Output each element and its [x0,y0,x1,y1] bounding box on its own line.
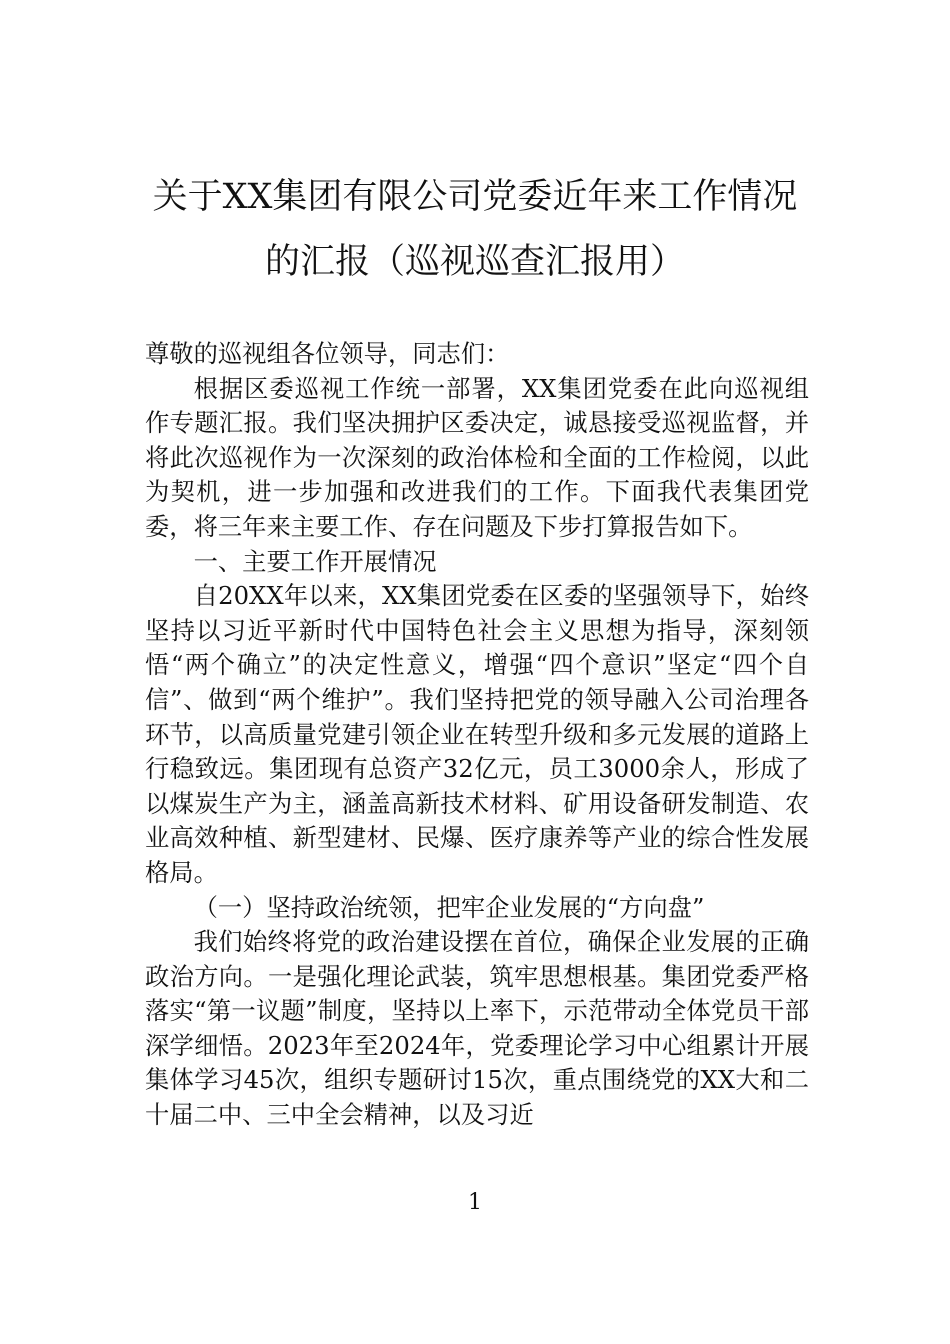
document-body [145,337,809,1133]
section-1-paragraph: 自20XX年以来，XX集团党委在区委的坚强领导下，始终坚持以习近平新时代中国特色社会主义思想为指导，深刻领悟“两个确立”的决定性意义，增强“四个意识”坚定“四个自信”、做到“两个维护”。我们坚持把党的领导融入公司治理各环节，以高质量党建引领企业在转型升级和多元发展的道路上行稳致远。集团现有总资产32亿元，员工3000余人，形成了以煤炭生产为主，涵盖高新技术材料、矿用设备研发制造、农业高效种植、新型建材、民爆、医疗康养等产业的综合性发展格局。 [145,581,809,887]
document-title-line-1: 关于XX集团有限公司党委近年来工作情况 [152,177,798,217]
section-heading-1: 一、主要工作开展情况 [193,546,437,576]
page-number: 1 [468,1190,482,1215]
subsection-1-paragraph: 我们始终将党的政治建设摆在首位，确保企业发展的正确政治方向。一是强化理论武装，筑牢思想根基。集团党委严格落实“第一议题”制度，坚持以上率下，示范带动全体党员干部深学细悟。2023年至2024年，党委理论学习中心组累计开展集体学习45次，组织专题研讨15次，重点围绕党的XX大和二十届二中、三中全会精神，以及习近 [145,927,809,1130]
subsection-heading-1: （一）坚持政治统领，把牢企业发展的“方向盘” [193,892,705,922]
document-title-line-2: 的汇报（巡视巡查汇报用） [264,242,685,282]
intro-paragraph: 根据区委巡视工作统一部署，XX集团党委在此向巡视组作专题汇报。我们坚决拥护区委决定，诚恳接受巡视监督，并将此次巡视作为一次深刻的政治体检和全面的工作检阅，以此为契机，进一步加强和改进我们的工作。下面我代表集团党委，将三年来主要工作、存在问题及下步打算报告如下。 [145,373,809,541]
salutation: 尊敬的巡视组各位领导，同志们： [145,339,510,368]
